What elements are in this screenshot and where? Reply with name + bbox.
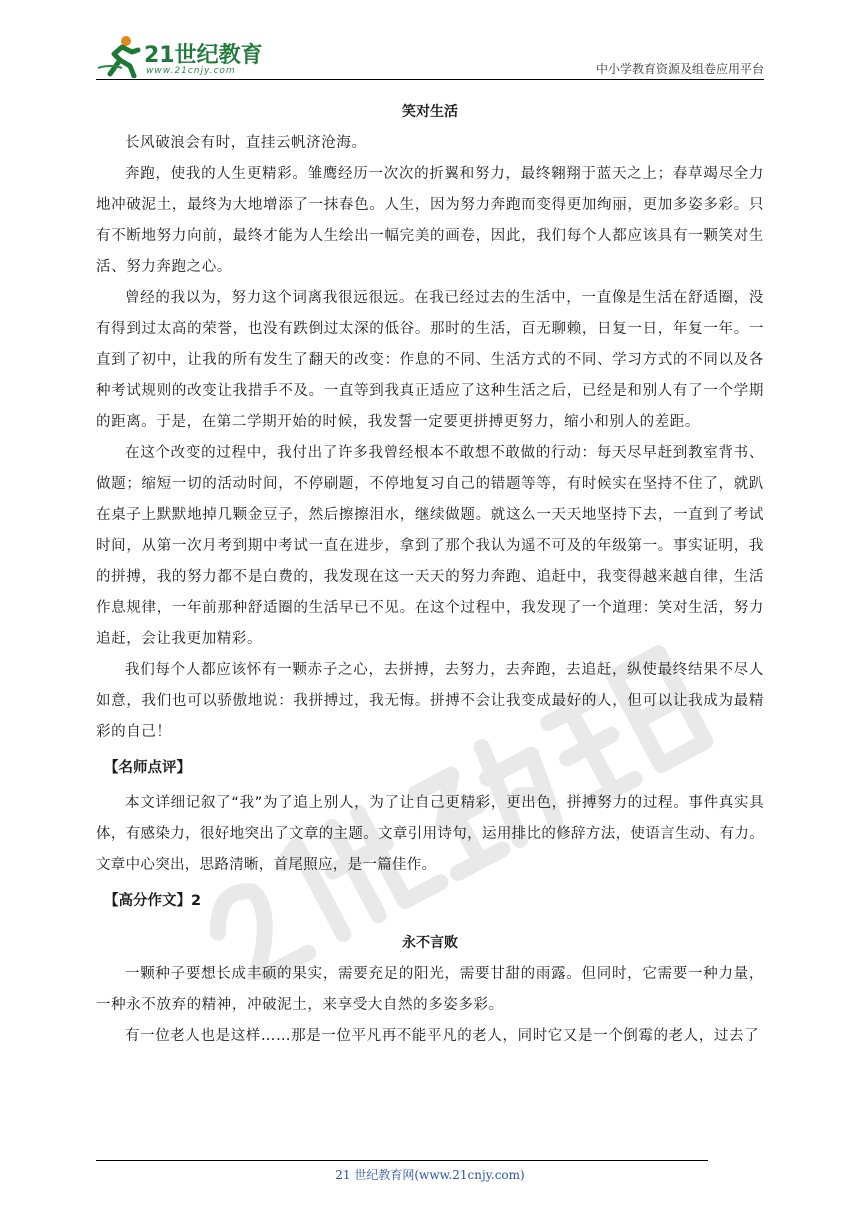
footer-divider	[96, 1160, 708, 1161]
site-logo[interactable]	[96, 34, 266, 78]
document-body	[96, 96, 764, 1052]
article-paragraph: 曾经的我以为，努力这个词离我很远很远。在我已经过去的生活中，一直像是生活在舒适圈，没有得到过太高的荣誉，也没有跌倒过太深的低谷。那时的生活，百无聊赖，日复一日，年复一年。一直到了初中，让我的所有发生了翻天的改变：作息的不同、生活方式的不同、学习方式的不同以及各种考试规则的改变让我措手不及。一直等到我真正适应了这种生活之后，已经是和别人有了一个学期的距离。于是，在第二学期开始的时候，我发誓一定要更拼搏更努力，缩小和别人的差距。	[96, 290, 764, 430]
page-header	[96, 28, 764, 78]
article-paragraph: 我们每个人都应该怀有一颗赤子之心，去拼搏，去努力，去奔跑，去追赶，纵使最终结果不尽人如意，我们也可以骄傲地说：我拼搏过，我无悔。拼搏不会让我变成最好的人，但可以让我成为最精彩的自己！	[96, 662, 764, 740]
article-paragraph: 长风破浪会有时，直挂云帆济沧海。	[125, 135, 367, 151]
article-title: 笑对生活	[402, 104, 458, 120]
essay2-heading: 【高分作文】2	[104, 893, 202, 909]
comment-heading: 【名师点评】	[104, 760, 191, 776]
comment-text: 本文详细记叙了“我”为了追上别人，为了让自己更精彩，更出色，拼搏努力的过程。事件真实具体，有感染力，很好地突出了文章的主题。文章引用诗句，运用排比的修辞方法，使语言生动、有力。文章中心突出，思路清晰，首尾照应，是一篇佳作。	[96, 795, 764, 873]
article-paragraph: 一颗种子要想长成丰硕的果实，需要充足的阳光，需要甘甜的雨露。但同时，它需要一种力量，一种永不放弃的精神，冲破泥土，来享受大自然的多姿多彩。	[96, 966, 764, 1013]
footer-link[interactable]: 21 世纪教育网(www.21cnjy.com)	[335, 1168, 525, 1182]
logo-text: 21世纪教育	[144, 43, 263, 68]
runner-icon	[96, 34, 142, 78]
logo-url: www.21cnjy.com	[146, 66, 236, 76]
platform-label: 中小学教育资源及组卷应用平台	[595, 62, 764, 76]
article-paragraph: 在这个改变的过程中，我付出了许多我曾经根本不敢想不敢做的行动：每天尽早赶到教室背书、做题；缩短一切的活动时间，不停刷题，不停地复习自己的错题等等，有时候实在坚持不住了，就趴在桌子上默默地掉几颗金豆子，然后擦擦泪水，继续做题。就这么一天天地坚持下去，一直到了考试时间，从第一次月考到期中考试一直在进步，拿到了那个我认为遥不可及的年级第一。事实证明，我的拼搏，我的努力都不是白费的，我发现在这一天天的努力奔跑、追赶中，我变得越来越自律，生活作息规律，一年前那种舒适圈的生活早已不见。在这个过程中，我发现了一个道理：笑对生活，努力追赶，会让我更加精彩。	[96, 445, 764, 647]
essay2-title: 永不言败	[402, 935, 458, 951]
header-divider	[96, 79, 764, 80]
article-paragraph: 奔跑，使我的人生更精彩。雏鹰经历一次次的折翼和努力，最终翱翔于蓝天之上；春草竭尽全力地冲破泥土，最终为大地增添了一抹春色。人生，因为努力奔跑而变得更加绚丽，更加多姿多彩。只有不断地努力向前，最终才能为人生绘出一幅完美的画卷，因此，我们每个人都应该具有一颗笑对生活、努力奔跑之心。	[96, 166, 764, 275]
article-paragraph: 有一位老人也是这样……那是一位平凡再不能平凡的老人，同时它又是一个倒霉的老人，过去了	[125, 1028, 760, 1044]
